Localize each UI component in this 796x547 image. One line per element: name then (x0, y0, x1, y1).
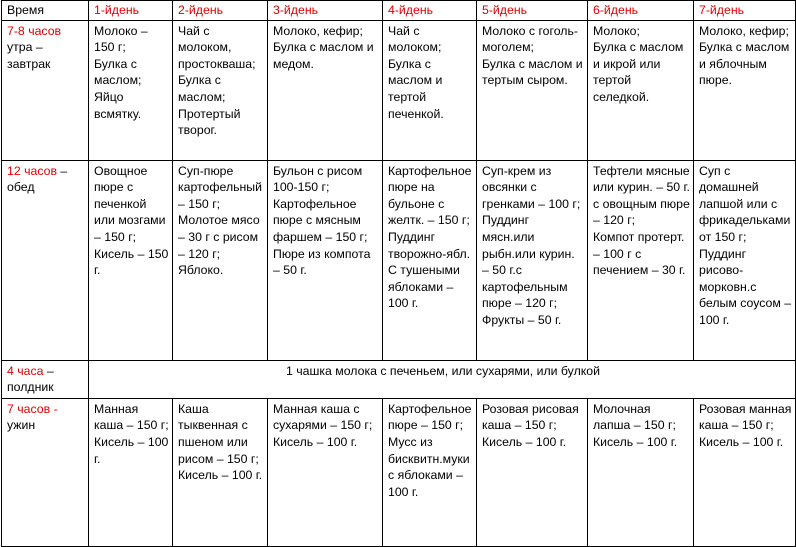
header-day-4: 4-йдень (383, 1, 477, 21)
dish-line: Пуддинг мясн.или рыбн.или курин. – 50 г.с картофельным пюре – 120 г; (482, 213, 575, 311)
dish-line: Булка с маслом и яблочным пюре. (699, 40, 790, 88)
dish-line: Манная каша с сухарями – 150 г; (273, 401, 373, 433)
menu-cell-day-1 (89, 20, 173, 160)
dish-line: Пуддинг рисово-морковн.с белым соусом – 100 г. (699, 246, 792, 327)
dish-line: Манная каша – 150 г; (94, 401, 169, 433)
dish-line: Суп-пюре картофельный – 150 г; (178, 163, 263, 211)
dish-line: Яйцо всмятку. (94, 89, 142, 121)
time-hour: 7 часов - (7, 401, 58, 416)
dish-line: Булка с маслом; (94, 56, 142, 88)
menu-cell-day-6 (588, 160, 694, 360)
dish-line: Пуддинг творожно-ябл. С тушеными яблоками – 100 г. (388, 229, 471, 311)
dish-line: Компот протерт. – 100 г с печением – 30 г. (593, 229, 686, 278)
dish-line: Молочная лапша – 150 г; (593, 401, 676, 433)
menu-cell-day-2 (173, 160, 268, 360)
menu-cell-day-1 (89, 160, 173, 360)
dish-line: Протертый творог. (178, 106, 241, 138)
meal-row (2, 160, 796, 360)
snack-cell: 1 чашка молока с печеньем, или сухарями, или булкой (89, 360, 796, 398)
dish-line: Булка с маслом и медом. (273, 40, 374, 71)
menu-cell-day-1 (89, 398, 173, 546)
meal-name: утра – завтрак (7, 40, 51, 71)
dish-line: Суп-крем из овсянки с гренками – 100 г; (482, 163, 581, 211)
header-day-3: 3-йдень (268, 1, 383, 21)
menu-cell-day-4 (383, 160, 477, 360)
header-day-7: 7-йдень (694, 1, 796, 21)
menu-cell-day-7 (694, 160, 796, 360)
time-hour: 12 часов (7, 163, 57, 178)
menu-cell-day-3 (268, 20, 383, 160)
time-hour: 7-8 часов (7, 23, 62, 38)
menu-cell-day-4 (383, 20, 477, 160)
menu-cell-day-2 (173, 398, 268, 546)
dish-line: Молоко – 150 г; (94, 23, 148, 55)
dish-line: Булка с маслом; (178, 73, 226, 104)
dish-line: Каша тыквенная с пшеном или рисом – 150 г; (178, 401, 259, 466)
header-day-6: 6-йдень (588, 1, 694, 21)
dish-line: Булка с маслом и тертой печенкой. (388, 56, 444, 121)
header-day-1: 1-йдень (89, 1, 173, 21)
menu-table (1, 0, 796, 547)
meal-row (2, 398, 796, 546)
header-row (2, 1, 796, 21)
menu-cell-day-5 (477, 398, 588, 546)
dish-line: Суп с домашней лапшой или с фрикаделькамиот 150 г; (699, 163, 791, 244)
menu-cell-day-3 (268, 160, 383, 360)
meal-row (2, 20, 796, 160)
dish-line: Молоко; (593, 23, 640, 38)
dish-line: Картофельное пюре – 150 г; (388, 401, 472, 433)
time-cell (2, 398, 89, 546)
time-cell (2, 360, 89, 398)
header-day-2: 2-йдень (173, 1, 268, 21)
dish-line: Пюре из компота – 50 г. (273, 246, 371, 278)
dish-line: Розовая манная каша – 150 г; (699, 401, 792, 433)
menu-cell-day-7 (694, 398, 796, 546)
dish-line: Кисель – 100 г. (482, 434, 567, 449)
time-cell (2, 160, 89, 360)
menu-cell-day-5 (477, 20, 588, 160)
header-day-5: 5-йдень (477, 1, 588, 21)
time-hour: 4 часа (7, 363, 44, 378)
meal-name: – полдник (7, 363, 54, 395)
dish-line: Молотое мясо – 30 г с рисом – 120 г; (178, 213, 260, 261)
dish-line: Картофельное пюре на бульоне с желтк. – 150 г; (388, 163, 472, 228)
menu-cell-day-2 (173, 20, 268, 160)
dish-line: Бульон с рисом 100-150 г; (273, 163, 363, 195)
dish-line: Кисель – 100 г. (94, 434, 169, 466)
header-time: Время (2, 1, 89, 21)
meal-row (2, 360, 796, 398)
dish-line: Овощное пюре с печенкой или мозгами – 150 г; (94, 163, 166, 244)
dish-line: Кисель – 100 г. (593, 434, 678, 449)
dish-line: Молоко, кефир; (699, 23, 789, 38)
dish-line: Кисель – 100 г. (699, 434, 784, 449)
menu-cell-day-3 (268, 398, 383, 546)
dish-line: Кисель – 150 г. (94, 246, 169, 278)
menu-cell-day-6 (588, 20, 694, 160)
menu-cell-day-7 (694, 20, 796, 160)
dish-line: Чай с молоком; (388, 23, 442, 55)
dish-line: Кисель – 100 г. (178, 468, 263, 483)
dish-line: Яблоко. (178, 263, 224, 278)
menu-cell-day-5 (477, 160, 588, 360)
dish-line: Мусс из бисквитн.мукис яблоками – 100 г. (388, 434, 470, 499)
menu-cell-day-4 (383, 398, 477, 546)
dish-line: Тефтели мясные или курин. – 50 г. с овощным пюре – 120 г; (593, 163, 690, 228)
time-cell (2, 20, 89, 160)
dish-line: Фрукты – 50 г. (482, 312, 562, 327)
menu-cell-day-6 (588, 398, 694, 546)
dish-line: Молоко с гоголь-моголем; (482, 23, 578, 55)
dish-line: Булка с маслом и тертым сыром. (482, 56, 583, 88)
meal-name: – обед (7, 163, 68, 195)
meal-name: ужин (7, 418, 36, 433)
dish-line: Чай с молоком, простокваша; (178, 23, 256, 71)
dish-line: Картофельное пюре с мясным фаршем – 150 г; (273, 196, 368, 244)
dish-line: Кисель – 100 г. (273, 434, 358, 449)
dish-line: Булка с маслом и икрой или тертой селедкой. (593, 40, 684, 104)
dish-line: Розовая рисовая каша – 150 г; (482, 401, 579, 433)
dish-line: Молоко, кефир; (273, 23, 363, 38)
